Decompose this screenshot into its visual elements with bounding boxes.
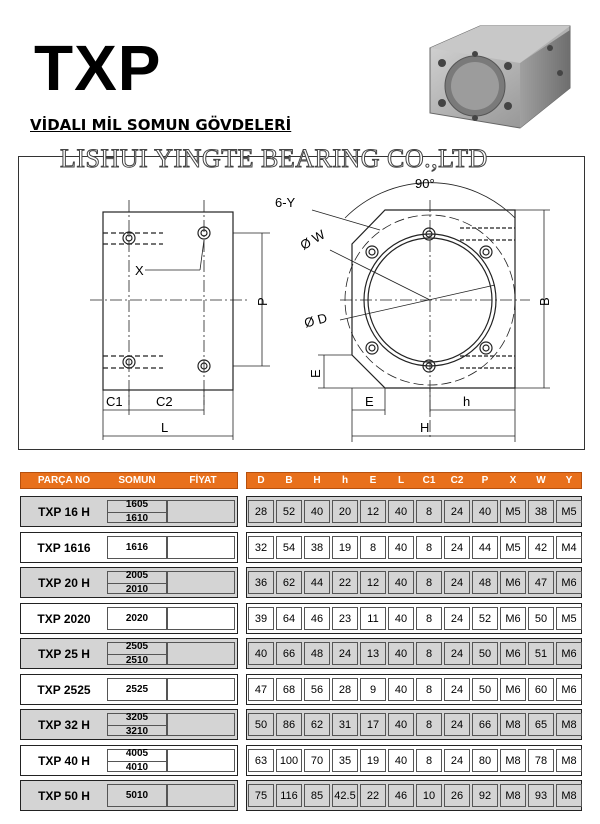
value-l: 40 — [394, 506, 408, 518]
left-row-cell — [20, 674, 238, 705]
somun-value: 2005 — [125, 570, 149, 581]
value-l: 40 — [394, 612, 408, 625]
label-l: L — [161, 420, 169, 435]
value-h: 48 — [310, 648, 324, 660]
value-d: 75 — [254, 790, 268, 802]
value-c1: 8 — [425, 683, 433, 696]
value-y: M8 — [561, 719, 577, 731]
value-y: M5 — [561, 612, 577, 625]
value-c1: 8 — [425, 719, 433, 731]
header-col-11: Y — [565, 475, 573, 486]
part-number: TXP 40 H — [38, 753, 90, 768]
header-col-4: E — [369, 475, 377, 486]
right-row-cell — [246, 674, 582, 705]
value-y: M4 — [561, 541, 577, 554]
value-e: 8 — [369, 541, 377, 554]
label-e-left: E — [308, 369, 323, 378]
header-col-3: h — [341, 475, 349, 486]
value-l: 40 — [394, 754, 408, 767]
value-b: 62 — [282, 577, 296, 589]
value-l: 40 — [394, 577, 408, 589]
label-e-bottom: E — [365, 394, 374, 409]
value-x: M5 — [505, 541, 521, 554]
left-row-cell — [20, 532, 238, 563]
value-p: 80 — [478, 754, 492, 767]
value-b: 116 — [280, 790, 298, 802]
part-number: TXP 2020 — [37, 611, 91, 626]
value-l: 46 — [394, 790, 408, 802]
value-c2: 24 — [450, 541, 464, 554]
value-h: 40 — [310, 506, 324, 518]
right-row-cell — [246, 709, 582, 740]
value-h: 38 — [310, 541, 324, 554]
header-col-9: X — [509, 475, 517, 486]
value-w: 93 — [534, 790, 548, 802]
somun-value: 5010 — [125, 790, 149, 801]
value-l: 40 — [394, 541, 408, 554]
fiyat-cell — [167, 536, 235, 559]
value-c1: 8 — [425, 577, 433, 589]
header-col-6: C1 — [422, 475, 436, 486]
header-col-0: D — [257, 475, 265, 486]
fiyat-cell — [167, 784, 235, 807]
value-w: 60 — [534, 683, 548, 696]
label-x: X — [135, 263, 144, 278]
left-row-cell — [20, 638, 238, 669]
header-col-5: L — [397, 475, 405, 486]
header-col-2: H — [313, 475, 321, 486]
right-table-header — [246, 472, 582, 489]
right-row-cell — [246, 496, 582, 527]
value-c1: 8 — [425, 612, 433, 625]
left-row-cell — [20, 603, 238, 634]
part-number: TXP 16 H — [38, 505, 90, 519]
value-e: 19 — [366, 754, 380, 767]
fiyat-cell — [167, 500, 235, 523]
header-col-7: C2 — [450, 475, 464, 486]
value-x: M8 — [505, 790, 521, 802]
value-l: 40 — [394, 683, 408, 696]
page-subtitle: VİDALI MİL SOMUN GÖVDELERİ — [30, 116, 292, 134]
somun-value: 1605 — [125, 499, 149, 510]
value-c1: 8 — [425, 506, 433, 518]
part-number: TXP 32 H — [38, 718, 90, 732]
value-d: 32 — [254, 541, 268, 554]
value-d: 50 — [254, 719, 268, 731]
value-p: 48 — [478, 577, 492, 589]
fiyat-cell — [167, 713, 235, 736]
value-e: 12 — [366, 577, 380, 589]
value-h: 56 — [310, 683, 324, 696]
part-number: TXP 25 H — [38, 647, 90, 661]
value-p: 40 — [478, 506, 492, 518]
somun-value: 2010 — [125, 584, 149, 595]
value-b: 54 — [282, 541, 296, 554]
header-col-8: P — [481, 475, 489, 486]
value-d: 28 — [254, 506, 268, 518]
value-e: 11 — [367, 612, 379, 625]
value-h: 20 — [338, 506, 352, 518]
value-h: 28 — [338, 683, 352, 696]
somun-value: 1616 — [125, 541, 149, 553]
value-w: 38 — [534, 506, 548, 518]
value-l: 40 — [394, 648, 408, 660]
value-h: 35 — [338, 754, 352, 767]
value-c2: 24 — [450, 506, 464, 518]
value-h: 22 — [338, 577, 352, 589]
value-y: M8 — [561, 790, 577, 802]
part-number: TXP 20 H — [38, 576, 90, 590]
value-x: M5 — [505, 506, 521, 518]
value-e: 12 — [366, 506, 380, 518]
value-b: 68 — [282, 683, 296, 696]
left-table-header — [20, 472, 238, 489]
value-x: M8 — [505, 754, 521, 767]
somun-value: 3210 — [125, 726, 149, 737]
header-part-no: PARÇA NO — [37, 475, 91, 486]
right-row-cell — [246, 638, 582, 669]
value-d: 40 — [254, 648, 268, 660]
value-w: 78 — [534, 754, 548, 767]
value-e: 22 — [366, 790, 380, 802]
value-e: 13 — [366, 648, 380, 660]
somun-value: 1610 — [125, 513, 149, 524]
header-col-1: B — [285, 475, 293, 486]
somun-value: 4005 — [125, 747, 149, 759]
somun-value: 3205 — [125, 712, 149, 723]
part-number: TXP 1616 — [37, 540, 91, 555]
somun-value: 2020 — [125, 612, 149, 624]
value-w: 65 — [534, 719, 548, 731]
value-x: M6 — [505, 577, 521, 589]
left-row-cell — [20, 709, 238, 740]
value-d: 47 — [254, 683, 268, 696]
right-row-cell — [246, 745, 582, 776]
label-p: P — [255, 297, 270, 306]
value-b: 66 — [282, 648, 296, 660]
right-row-cell — [246, 532, 582, 563]
right-row-cell — [246, 567, 582, 598]
value-c2: 24 — [450, 754, 464, 767]
right-row-cell — [246, 603, 582, 634]
label-b: B — [537, 297, 552, 306]
value-x: M6 — [505, 612, 521, 625]
label-holes: 6-Y — [275, 195, 296, 210]
fiyat-cell — [167, 749, 235, 772]
somun-value: 4010 — [125, 761, 149, 773]
value-h: 42.5 — [334, 790, 356, 802]
part-number: TXP 2525 — [37, 682, 91, 697]
value-w: 47 — [534, 577, 548, 589]
value-c2: 24 — [450, 612, 464, 625]
value-b: 64 — [282, 612, 296, 625]
left-row-cell — [20, 567, 238, 598]
value-h: 23 — [338, 612, 352, 625]
left-row-cell — [20, 780, 238, 811]
label-angle: 90° — [415, 176, 435, 191]
value-d: 63 — [254, 754, 268, 767]
value-h: 85 — [310, 790, 324, 802]
somun-value: 2505 — [125, 641, 149, 652]
value-c2: 24 — [450, 648, 464, 660]
value-h: 70 — [310, 754, 324, 767]
value-x: M6 — [505, 683, 521, 696]
value-p: 50 — [478, 648, 492, 660]
right-row-cell — [246, 780, 582, 811]
label-w: Ø W — [297, 226, 328, 253]
fiyat-cell — [167, 678, 235, 701]
value-p: 50 — [478, 683, 492, 696]
value-y: M6 — [561, 683, 577, 696]
fiyat-cell — [167, 571, 235, 594]
value-p: 92 — [478, 790, 492, 802]
somun-value: 2525 — [125, 683, 149, 695]
value-h: 44 — [310, 577, 324, 589]
value-l: 40 — [394, 719, 408, 731]
value-x: M8 — [505, 719, 521, 731]
value-d: 36 — [254, 577, 268, 589]
label-c1: C1 — [106, 394, 123, 409]
value-w: 50 — [534, 612, 548, 625]
part-number: TXP 50 H — [38, 789, 90, 803]
value-p: 44 — [478, 541, 492, 554]
value-p: 66 — [478, 719, 492, 731]
value-y: M8 — [561, 754, 577, 767]
value-e: 17 — [366, 719, 380, 731]
value-c2: 26 — [450, 790, 464, 802]
value-x: M6 — [505, 648, 521, 660]
header-col-10: W — [536, 475, 546, 486]
value-h: 46 — [310, 612, 324, 625]
value-b: 100 — [279, 754, 299, 767]
value-c2: 24 — [450, 719, 464, 731]
value-c1: 10 — [422, 790, 436, 802]
value-e: 9 — [369, 683, 377, 696]
value-y: M5 — [561, 506, 577, 518]
value-h: 62 — [310, 719, 324, 731]
watermark: LISHUI YINGTE BEARING CO.,LTD — [60, 144, 488, 173]
page-title: TXP — [34, 32, 162, 104]
value-c1: 8 — [425, 754, 433, 767]
value-c2: 24 — [450, 577, 464, 589]
left-row-cell — [20, 496, 238, 527]
fiyat-cell — [167, 642, 235, 665]
value-h: 24 — [338, 648, 352, 660]
label-h-small: h — [463, 394, 471, 409]
label-d: Ø D — [302, 310, 329, 331]
value-b: 52 — [282, 506, 296, 518]
value-w: 51 — [534, 648, 548, 660]
value-d: 39 — [254, 612, 268, 625]
value-y: M6 — [561, 648, 577, 660]
header-fiyat: FİYAT — [189, 475, 217, 486]
value-p: 52 — [478, 612, 492, 625]
value-h: 19 — [338, 541, 352, 554]
value-w: 42 — [534, 541, 548, 554]
value-b: 86 — [282, 719, 296, 731]
value-c1: 8 — [425, 648, 433, 660]
left-row-cell — [20, 745, 238, 776]
value-c1: 8 — [425, 541, 433, 554]
label-h-total: H — [420, 420, 430, 435]
somun-value: 2510 — [125, 655, 149, 666]
value-c2: 24 — [450, 683, 464, 696]
value-y: M6 — [561, 577, 577, 589]
value-h: 31 — [338, 719, 352, 731]
label-c2: C2 — [156, 394, 173, 409]
header-somun: SOMUN — [118, 475, 156, 486]
fiyat-cell — [167, 607, 235, 630]
